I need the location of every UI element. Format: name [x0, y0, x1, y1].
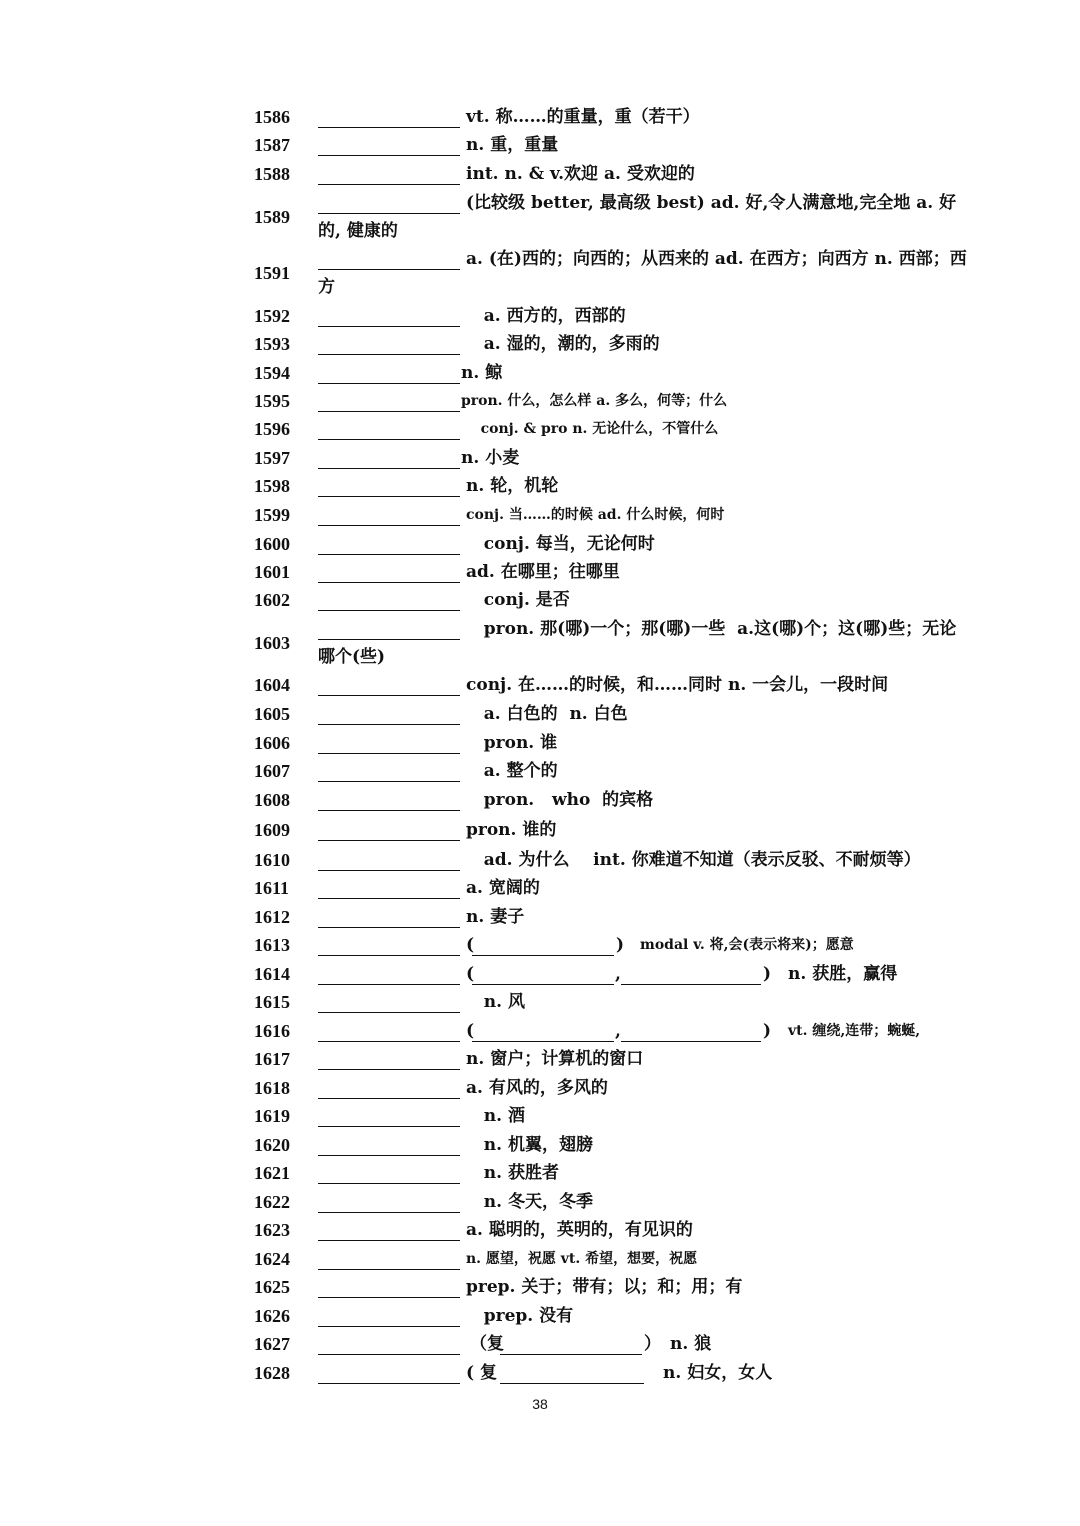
entry-definition: a. 西方的，西部的: [466, 306, 626, 326]
answer-blank[interactable]: [318, 592, 460, 611]
paren-close: ): [616, 935, 625, 955]
entry-definition: a. 湿的，潮的，多雨的: [466, 334, 660, 354]
answer-blank[interactable]: [318, 792, 460, 811]
entry-row: [0, 387, 1080, 415]
answer-blank[interactable]: [318, 1365, 460, 1384]
entry-row: [0, 131, 1080, 159]
entry-definition: prep. 没有: [466, 1306, 574, 1326]
paren-open: （复: [470, 1334, 504, 1354]
entry-row: [0, 330, 1080, 358]
entry-number: 1586: [254, 107, 290, 127]
entry-definition: pron. 谁: [466, 733, 558, 753]
entry-number: 1599: [254, 505, 290, 525]
entry-number: 1619: [254, 1106, 290, 1126]
entry-number: 1608: [254, 790, 290, 810]
answer-blank[interactable]: [318, 1165, 460, 1184]
answer-blank[interactable]: [318, 937, 460, 956]
entry-definition: n. 获胜者: [466, 1163, 559, 1183]
entry-row: [0, 472, 1080, 500]
answer-blank[interactable]: [472, 1023, 614, 1042]
entry-number: 1613: [254, 935, 290, 955]
answer-blank[interactable]: [318, 393, 460, 412]
answer-blank[interactable]: [318, 1080, 460, 1099]
entry-definition: n. 冬天，冬季: [466, 1192, 593, 1212]
entry-row: [0, 160, 1080, 188]
entry-row: [0, 245, 1080, 301]
answer-blank[interactable]: [318, 1194, 460, 1213]
answer-blank[interactable]: [318, 1308, 460, 1327]
entry-number: 1598: [254, 476, 290, 496]
entry-row: [0, 1359, 1080, 1387]
page-number: 38: [532, 1396, 548, 1412]
answer-blank[interactable]: [318, 1251, 460, 1270]
entry-definition: n. 鲸: [461, 363, 503, 383]
entry-row: [0, 729, 1080, 757]
answer-blank[interactable]: [318, 1137, 460, 1156]
entry-definition: pron. 那(哪)一个；那(哪)一些 a.这(哪)个；这(哪)些；无论哪个(些): [318, 619, 957, 667]
entry-number: 1605: [254, 704, 290, 724]
entry-definition: vt. 称……的重量，重（若干）: [466, 107, 700, 127]
entry-definition: n. 获胜，赢得: [788, 964, 898, 984]
paren-open: (: [466, 964, 475, 984]
entry-row: [0, 1102, 1080, 1130]
answer-blank[interactable]: [318, 994, 460, 1013]
entry-definition: (比较级 better, 最高级 best) ad. 好,令人满意地,完全地 a. 好的, 健康的: [318, 193, 957, 241]
answer-blank[interactable]: [318, 507, 460, 526]
entry-number: 1626: [254, 1306, 290, 1326]
answer-blank[interactable]: [318, 564, 460, 583]
entry-row: [0, 700, 1080, 728]
entry-definition: pron. 什么，怎么样 a. 多么，何等；什么: [461, 393, 728, 409]
entry-definition: n. 机翼，翅膀: [466, 1135, 593, 1155]
entry-definition: n. 小麦: [461, 448, 520, 468]
answer-blank[interactable]: [318, 909, 460, 928]
entry-row: [0, 960, 1080, 988]
answer-blank[interactable]: [318, 365, 460, 384]
entry-number: 1617: [254, 1049, 290, 1069]
answer-blank[interactable]: [318, 852, 460, 871]
entry-definition: ad. 在哪里；往哪里: [466, 562, 620, 582]
answer-blank[interactable]: [318, 1222, 460, 1241]
entry-number: 1602: [254, 590, 290, 610]
entry-row: [0, 1273, 1080, 1301]
entry-row: [0, 359, 1080, 387]
entry-row: [0, 615, 1080, 671]
entry-row: [0, 586, 1080, 614]
entry-number: 1609: [254, 820, 290, 840]
entry-number: 1628: [254, 1363, 290, 1383]
entry-number: 1600: [254, 534, 290, 554]
answer-blank[interactable]: [318, 478, 460, 497]
entry-row: [0, 530, 1080, 558]
answer-blank[interactable]: [318, 706, 460, 725]
entry-row: [0, 1302, 1080, 1330]
entry-number: 1592: [254, 306, 290, 326]
entry-number: 1596: [254, 419, 290, 439]
entry-number: 1594: [254, 363, 290, 383]
answer-blank[interactable]: [318, 308, 460, 327]
entry-number: 1625: [254, 1277, 290, 1297]
answer-blank[interactable]: [318, 336, 460, 355]
entry-row: [0, 757, 1080, 785]
entry-row: [0, 874, 1080, 902]
entry-row: [0, 189, 1080, 245]
entry-number: 1595: [254, 391, 290, 411]
entry-definition: n. 妇女，女人: [663, 1363, 773, 1383]
answer-blank[interactable]: [318, 735, 460, 754]
entry-row: [0, 103, 1080, 131]
entry-row: [0, 302, 1080, 330]
answer-blank[interactable]: [318, 1279, 460, 1298]
entry-definition: a. 宽阔的: [466, 878, 540, 898]
entry-number: 1620: [254, 1135, 290, 1155]
entry-definition: n. 愿望，祝愿 vt. 希望，想要，祝愿: [466, 1251, 698, 1267]
answer-blank[interactable]: [318, 421, 460, 440]
entry-number: 1623: [254, 1220, 290, 1240]
entry-definition: conj. & pro n. 无论什么，不管什么: [466, 421, 719, 437]
entry-row: [0, 415, 1080, 443]
answer-blank[interactable]: [621, 1023, 761, 1042]
entry-row: [0, 931, 1080, 959]
entry-definition: conj. 在……的时候，和……同时 n. 一会儿，一段时间: [466, 675, 889, 695]
answer-blank[interactable]: [318, 166, 460, 185]
entry-definition: prep. 关于；带有；以；和；用；有: [466, 1277, 743, 1297]
entry-number: 1603: [254, 633, 290, 653]
entry-row: [0, 1188, 1080, 1216]
answer-blank[interactable]: [318, 450, 460, 469]
entry-row: [0, 846, 1080, 874]
entry-number: 1621: [254, 1163, 290, 1183]
answer-blank[interactable]: [318, 137, 460, 156]
answer-blank[interactable]: [472, 937, 614, 956]
answer-blank[interactable]: [318, 966, 460, 985]
entry-definition: pron. who 的宾格: [466, 790, 654, 810]
entry-row: [0, 786, 1080, 814]
entry-row: [0, 1045, 1080, 1073]
entry-row: [0, 1131, 1080, 1159]
entry-number: 1597: [254, 448, 290, 468]
entry-number: 1618: [254, 1078, 290, 1098]
entry-number: 1627: [254, 1334, 290, 1354]
entry-number: 1616: [254, 1021, 290, 1041]
entry-definition: ad. 为什么 int. 你难道不知道（表示反驳、不耐烦等）: [466, 850, 921, 870]
entry-number: 1624: [254, 1249, 290, 1269]
answer-blank[interactable]: [318, 1051, 460, 1070]
entry-row: [0, 1216, 1080, 1244]
paren-open: (: [466, 935, 475, 955]
entry-definition: conj. 每当，无论何时: [466, 534, 655, 554]
entry-definition: conj. 当……的时候 ad. 什么时候，何时: [466, 507, 725, 523]
comma: ,: [615, 1021, 621, 1041]
paren-close: ): [763, 964, 772, 984]
comma: ,: [615, 964, 621, 984]
answer-blank[interactable]: [318, 880, 460, 899]
answer-blank[interactable]: [500, 1336, 642, 1355]
answer-blank[interactable]: [318, 822, 460, 841]
entry-number: 1610: [254, 850, 290, 870]
answer-blank[interactable]: [318, 1023, 460, 1042]
entry-row: [0, 1245, 1080, 1273]
entry-definition: n. 酒: [466, 1106, 525, 1126]
answer-blank[interactable]: [318, 1108, 460, 1127]
entry-number: 1614: [254, 964, 290, 984]
entry-definition: pron. 谁的: [466, 820, 557, 840]
paren-close: ）: [644, 1334, 661, 1354]
entry-row: [0, 558, 1080, 586]
answer-blank[interactable]: [472, 966, 614, 985]
entry-row: [0, 988, 1080, 1016]
answer-blank[interactable]: [318, 1336, 460, 1355]
entry-definition: a. 整个的: [466, 761, 558, 781]
entry-definition: conj. 是否: [466, 590, 570, 610]
entry-row: [0, 444, 1080, 472]
entry-definition: n. 重，重量: [466, 135, 559, 155]
entry-definition: n. 风: [466, 992, 525, 1012]
paren-close: ): [763, 1021, 772, 1041]
entry-number: 1587: [254, 135, 290, 155]
answer-blank[interactable]: [318, 109, 460, 128]
entry-row: [0, 903, 1080, 931]
entry-number: 1607: [254, 761, 290, 781]
entry-row: [0, 1017, 1080, 1045]
entry-definition: n. 轮，机轮: [466, 476, 559, 496]
entry-number: 1606: [254, 733, 290, 753]
entry-number: 1612: [254, 907, 290, 927]
entry-row: [0, 1330, 1080, 1358]
entry-definition: a. 聪明的，英明的，有见识的: [466, 1220, 693, 1240]
entry-number: 1591: [254, 263, 290, 283]
entry-number: 1622: [254, 1192, 290, 1212]
entry-number: 1601: [254, 562, 290, 582]
entry-number: 1593: [254, 334, 290, 354]
entry-definition: n. 窗户；计算机的窗口: [466, 1049, 644, 1069]
entry-definition: vt. 缠绕,连带；蜿蜒,: [788, 1023, 921, 1039]
entry-number: 1611: [254, 878, 290, 898]
entry-definition: n. 狼: [670, 1334, 712, 1354]
entry-definition: modal v. 将,会(表示将来)；愿意: [640, 937, 854, 953]
entry-definition: a. 白色的 n. 白色: [466, 704, 628, 724]
answer-blank[interactable]: [621, 966, 761, 985]
entry-row: [0, 1159, 1080, 1187]
entry-definition: int. n. & v.欢迎 a. 受欢迎的: [466, 164, 695, 184]
paren-open: ( 复: [466, 1363, 497, 1383]
answer-blank[interactable]: [318, 763, 460, 782]
entry-row: [0, 1074, 1080, 1102]
answer-blank[interactable]: [318, 536, 460, 555]
entry-definition: a. (在)西的；向西的；从西来的 ad. 在西方；向西方 n. 西部；西方: [318, 249, 967, 297]
entry-number: 1604: [254, 675, 290, 695]
entry-definition: a. 有风的，多风的: [466, 1078, 608, 1098]
entry-row: [0, 816, 1080, 844]
answer-blank[interactable]: [318, 677, 460, 696]
paren-open: (: [466, 1021, 475, 1041]
answer-blank[interactable]: [500, 1365, 644, 1384]
entry-number: 1615: [254, 992, 290, 1012]
entry-row: [0, 671, 1080, 699]
entry-row: [0, 501, 1080, 529]
entry-definition: n. 妻子: [466, 907, 525, 927]
entry-number: 1589: [254, 207, 290, 227]
entry-number: 1588: [254, 164, 290, 184]
